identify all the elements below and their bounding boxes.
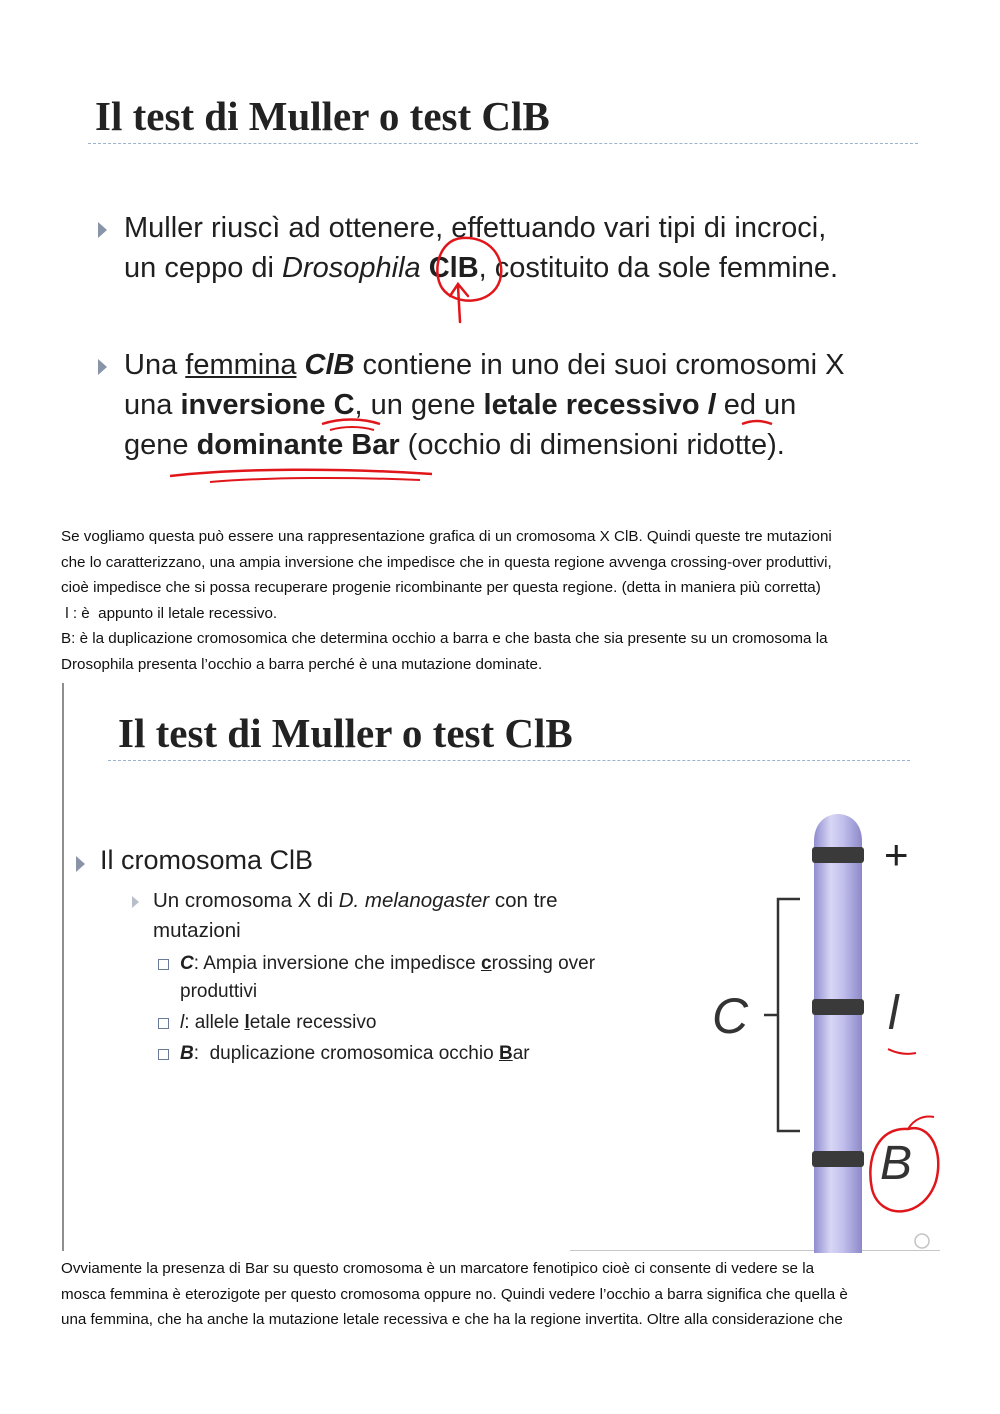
mutation-list xyxy=(158,950,638,1071)
paragraph-line: Drosophila presenta l’occhio a barra perché è una mutazione dominate. xyxy=(61,655,543,673)
slide-1-title: Il test di Muller o test ClB xyxy=(95,93,550,139)
l-label: l xyxy=(888,987,899,1040)
bullet-line xyxy=(124,385,944,425)
chromosome-band-l xyxy=(812,999,864,1015)
sub-bullet-arrow-icon xyxy=(132,896,139,908)
title-divider xyxy=(88,143,918,144)
bold-text: inversione C xyxy=(180,389,355,421)
text: etale recessivo xyxy=(249,1012,377,1033)
italic-text: D. melanogaster xyxy=(338,889,490,912)
bullet-line: Muller riuscì ad ottenere, effettuando vari tipi di incroci, xyxy=(124,212,827,244)
text: Una xyxy=(124,349,186,381)
paragraph-line: cioè impedisce che si possa recuperare progenie ricombinante per questa regione. (detta in maniera più corretta) xyxy=(61,579,821,597)
ink-underline-bar2 xyxy=(210,478,420,482)
bullet-arrow-icon xyxy=(98,222,107,238)
slide-2-heading: Il cromosoma ClB xyxy=(100,845,314,875)
underlined-text: femmina xyxy=(185,349,297,381)
slide-border xyxy=(62,683,64,1251)
slide-2-subbullet xyxy=(153,886,623,946)
text: un ceppo di xyxy=(124,252,283,284)
bold-italic-text: l xyxy=(707,389,716,421)
c-label: C xyxy=(712,988,749,1044)
title-divider xyxy=(108,760,910,761)
watermark-icon xyxy=(915,1234,929,1248)
bullet-line xyxy=(124,425,944,465)
underlined-letter: B xyxy=(498,1043,513,1064)
text: gene xyxy=(124,429,197,461)
paragraph-line: Se vogliamo questa può essere una rappresentazione grafica di un cromosoma X ClB. Quindi queste tre mutazioni xyxy=(61,528,832,545)
clb-term: ClB xyxy=(304,349,355,381)
explanation-paragraph-2 xyxy=(61,1256,941,1333)
text: duplicazione cromosomica occhio xyxy=(209,1043,499,1064)
text: allele xyxy=(194,1012,245,1033)
inversion-bracket xyxy=(764,899,800,1131)
ink-underline-l-diagram xyxy=(888,1049,916,1054)
bold-text: letale recessivo xyxy=(483,389,700,421)
text: contiene in uno dei suoi cromosomi X xyxy=(354,349,845,381)
underlined-letter: l xyxy=(244,1012,250,1033)
bullet-femmina xyxy=(124,345,944,465)
paragraph-line: Ovviamente la presenza di Bar su questo cromosoma è un marcatore fenotipico cioè ci consente di vedere se la xyxy=(61,1260,815,1277)
paragraph-line: una femmina, che ha anche la mutazione letale recessiva e che ha la regione invertita. Oltre alla considerazione che xyxy=(61,1311,843,1329)
paragraph-line: l : è appunto il letale recessivo. xyxy=(61,604,278,622)
bullet-line xyxy=(124,248,944,288)
text: rossing over produttivi xyxy=(180,953,596,1002)
text: Un cromosoma X di xyxy=(153,889,339,912)
text: : xyxy=(184,1012,195,1033)
paragraph-line: che lo caratterizzano, una ampia inversione che impedisce che in questa regione avvenga crossing-over produttivi, xyxy=(61,553,832,571)
chromosome-band-plus xyxy=(812,847,864,863)
text: : xyxy=(193,953,204,974)
bullet-line xyxy=(124,345,944,385)
item-key: C xyxy=(180,953,194,974)
text: una xyxy=(124,389,181,421)
text: , costituito da sole femmine. xyxy=(478,252,839,284)
square-bullet-icon xyxy=(158,1049,169,1060)
bullet-arrow-icon xyxy=(98,359,107,375)
slide-1 xyxy=(60,70,940,510)
square-bullet-icon xyxy=(158,959,169,970)
paragraph-line: mosca femmina è eterozigote per questo cromosoma oppure no. Quindi vedere l’occhio a barra significa che quella è xyxy=(61,1285,848,1303)
text: ar xyxy=(512,1043,530,1064)
text: (occhio di dimensioni ridotte). xyxy=(399,429,785,461)
text: : xyxy=(193,1043,210,1064)
text: ed un xyxy=(715,389,797,421)
paragraph-line: B: è la duplicazione cromosomica che determina occhio a barra e che basta che sia presente su un cromosoma la xyxy=(61,630,828,648)
ink-underline-bar xyxy=(170,470,432,476)
bullet-arrow-icon xyxy=(76,856,85,872)
plus-label: + xyxy=(884,831,909,878)
chromosome-diagram xyxy=(702,801,942,1253)
list-item xyxy=(158,1009,638,1037)
explanation-paragraph-1 xyxy=(61,524,941,678)
bold-text: dominante Bar xyxy=(196,429,400,461)
text: , un gene xyxy=(354,389,484,421)
item-key: l xyxy=(180,1012,185,1033)
list-item xyxy=(158,950,638,1006)
b-label: B xyxy=(880,1137,913,1190)
text: con tre mutazioni xyxy=(153,889,558,942)
square-bullet-icon xyxy=(158,1018,169,1029)
bullet-muller xyxy=(124,208,944,288)
chromosome-band-b xyxy=(812,1151,864,1167)
underlined-letter: c xyxy=(481,953,492,974)
ink-arrow xyxy=(450,284,468,322)
chromosome-body xyxy=(814,814,862,1253)
clb-term: ClB xyxy=(428,252,479,284)
list-item xyxy=(158,1040,638,1068)
slide-2-title: Il test di Muller o test ClB xyxy=(118,710,573,756)
text: Ampia inversione che impedisce xyxy=(203,953,481,974)
slide-2 xyxy=(62,683,940,1253)
italic-text: Drosophila xyxy=(282,252,421,284)
item-key: B xyxy=(180,1043,194,1064)
